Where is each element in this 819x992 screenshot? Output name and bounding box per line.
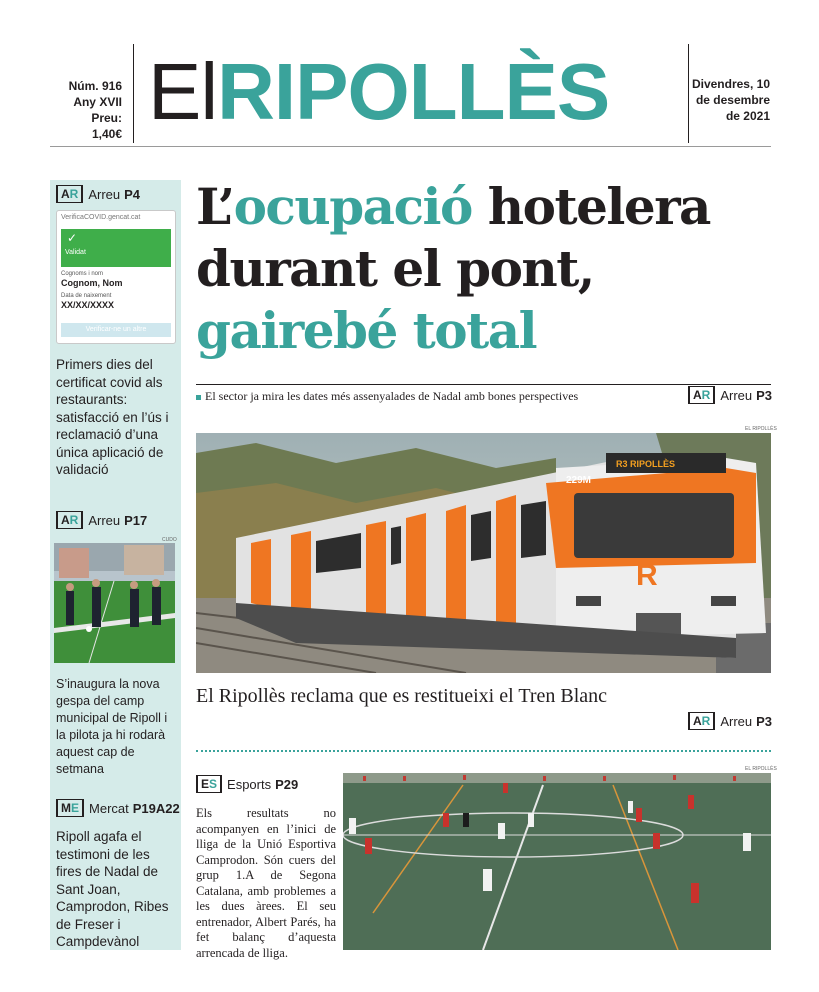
masthead-divider-left: [133, 44, 134, 143]
section-badge: AR: [56, 185, 83, 203]
main-headline[interactable]: [196, 176, 776, 362]
headline-rest: hotelera: [471, 177, 710, 236]
headline-highlight: ocupació: [233, 177, 472, 236]
section-name: Arreu: [88, 512, 121, 528]
sidebar-tag-arreu-p17[interactable]: [56, 511, 147, 529]
section-badge: ME: [56, 799, 84, 817]
sidebar-tag-mercat[interactable]: [56, 799, 180, 817]
tag-arreu-p3-caption[interactable]: [688, 712, 772, 730]
masthead-rule: [50, 146, 771, 147]
subheadline: [196, 389, 578, 404]
train-destination-display: R3 RIPOLLÈS: [616, 459, 676, 469]
sidebar-tag-arreu-p4[interactable]: [56, 185, 140, 203]
section-badge: AR: [56, 511, 83, 529]
dotted-divider: [196, 750, 771, 752]
headline-line-2: durant el pont,: [196, 239, 594, 298]
date-line-2: de desembre: [695, 93, 770, 107]
sidebar-story-fairs[interactable]: Ripoll agafa el testimoni de les fires de Nadal de Sant Joan, Camprodon, Ribes de Freser i Campdevànol: [56, 829, 169, 949]
page-ref: P3: [756, 713, 773, 729]
train-r-logo: R: [636, 559, 658, 592]
page-ref: P4: [124, 186, 141, 202]
page-ref: P19A22: [132, 800, 180, 816]
photo-credit: CUDO: [162, 537, 177, 543]
name-value: Cognom, Nom: [61, 278, 123, 288]
tag-arreu-p3-top[interactable]: [688, 386, 772, 404]
section-name: Arreu: [720, 713, 753, 729]
issue-number: Núm. 916: [68, 79, 122, 93]
issue-year: Any XVII: [73, 95, 122, 109]
photo-credit-sports: EL RIPOLLÈS: [745, 766, 777, 772]
date-line-3: de 2021: [725, 109, 770, 123]
logo-el: El: [148, 47, 218, 136]
photo-credit-train: EL RIPOLLÈS: [745, 426, 777, 432]
validated-banner: [61, 229, 171, 267]
dob-label: Data de naixement: [61, 293, 112, 299]
tag-esports-p29[interactable]: [196, 775, 298, 793]
train-caption[interactable]: El Ripollès reclama que es restitueixi el Tren Blanc: [196, 685, 608, 707]
football-pitch-inauguration-photo: [54, 543, 175, 663]
train-number-display: 229M: [566, 475, 592, 486]
sidebar-story-pitch[interactable]: S’inaugura la nova gespa del camp municipal de Ripoll i la pilota ja hi rodarà aquest cap de setmana: [56, 677, 168, 776]
validated-text: Validat: [65, 249, 86, 256]
sidebar-story-covid[interactable]: Primers dies del certificat covid als restaurants: satisfacció en l’ús i reclamació d’una única aplicació de validació: [56, 357, 169, 477]
dob-value: XX/XX/XXXX: [61, 300, 115, 310]
headline-prefix: L’: [196, 177, 234, 236]
section-name: Esports: [227, 776, 272, 792]
verify-another-button: Verificar-ne un altre: [61, 323, 171, 337]
phone-url: VerificaCOVID.gencat.cat: [61, 214, 141, 221]
section-badge: AR: [688, 712, 715, 730]
headline-line-3: gairebé total: [196, 301, 537, 360]
issue-price: Preu: 1,40€: [91, 111, 122, 141]
page-ref: P17: [124, 512, 148, 528]
covid-certificate-phone-image: [56, 210, 176, 344]
date-line-1: Divendres, 10: [691, 77, 770, 91]
train-photo: [196, 433, 771, 673]
section-name: Mercat: [89, 800, 129, 816]
issue-date: [688, 76, 770, 124]
page-ref: P3: [756, 387, 773, 403]
newspaper-logo: [148, 48, 609, 136]
sports-article-text: Els resultats no acompanyen en l’inici de lliga de la Unió Esportiva Camprodon. Són cuers del grup 1.A de Segona Catalana, amb problemes a les dues àrees. El seu entrenador, Albert Parés, ha fet balanç d’aquesta arrencada de lliga.: [196, 806, 336, 960]
section-badge: ES: [196, 775, 222, 793]
subheadline-text: El sector ja mira les dates més assenyalades de Nadal amb bones perspectives: [205, 389, 579, 403]
issue-info: [60, 78, 122, 142]
section-name: Arreu: [88, 186, 121, 202]
section-name: Arreu: [720, 387, 753, 403]
football-match-photo: [343, 773, 771, 950]
section-badge: AR: [688, 386, 715, 404]
check-icon: ✓: [67, 231, 78, 245]
name-label: Cognoms i nom: [61, 271, 104, 277]
bullet-square: [196, 395, 201, 400]
subhead-rule: [196, 384, 771, 385]
page-ref: P29: [275, 776, 299, 792]
logo-name: RIPOLLÈS: [217, 47, 610, 136]
